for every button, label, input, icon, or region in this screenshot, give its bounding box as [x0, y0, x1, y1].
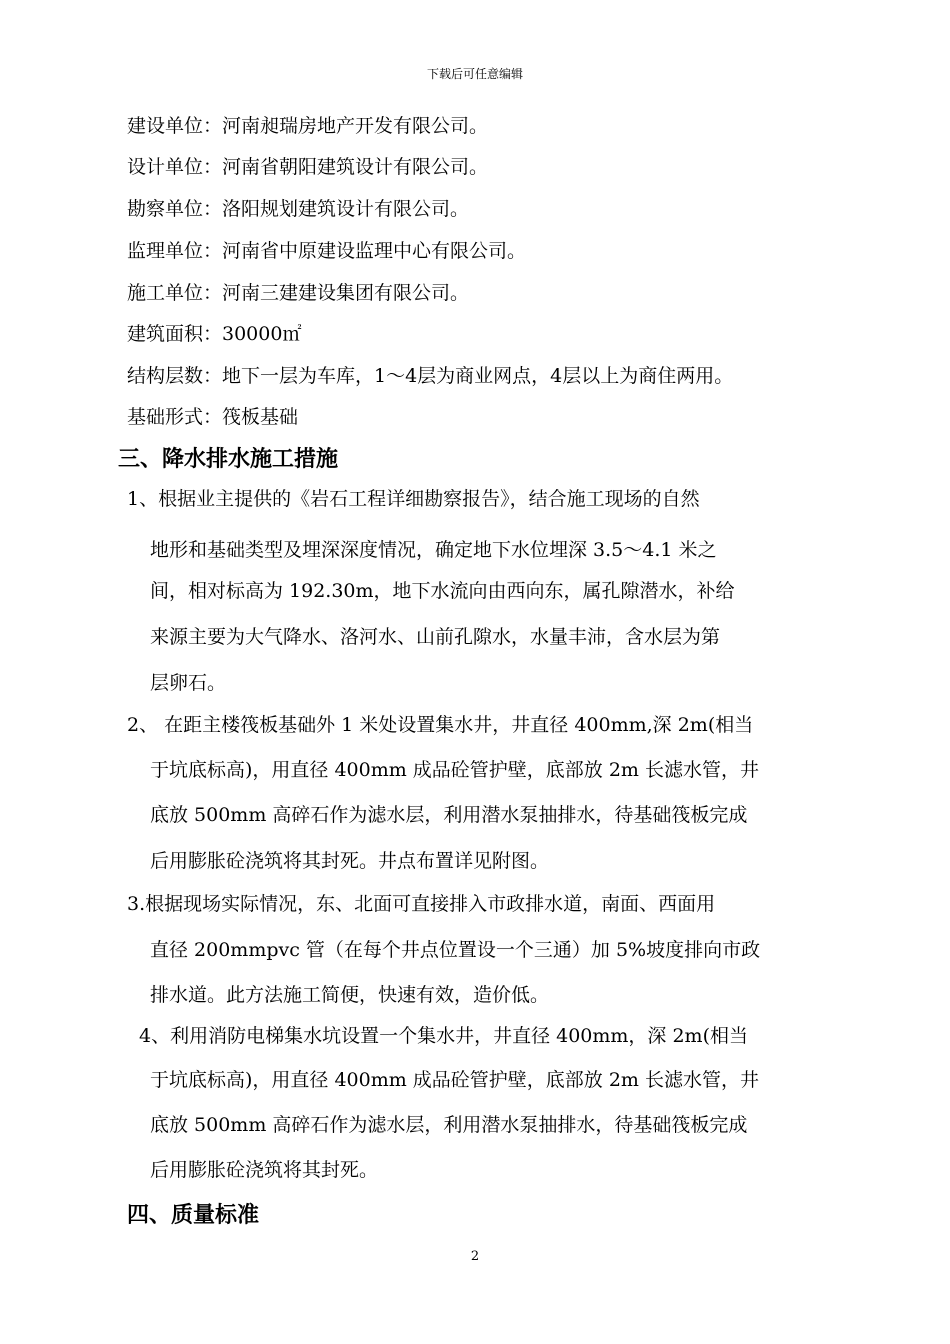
item-4-line-3: 底放 500mm 高碎石作为滤水层，利用潜水泵抽排水，待基础筏板完成 [150, 1114, 748, 1136]
item-2-line-3: 底放 500mm 高碎石作为滤水层，利用潜水泵抽排水，待基础筏板完成 [150, 804, 748, 826]
item-1-line-4: 来源主要为大气降水、洛河水、山前孔隙水，水量丰沛，含水层为第 [150, 626, 721, 648]
item-4-line-2: 于坑底标高)，用直径 400mm 成品砼管护壁，底部放 2m 长滤水管，井 [150, 1069, 759, 1091]
item-1-line-2: 地形和基础类型及埋深深度情况，确定地下水位埋深 3.5～4.1 米之 [150, 539, 717, 561]
info-line-construction-unit: 建设单位：河南昶瑞房地产开发有限公司。 [127, 115, 489, 137]
info-line-survey-unit: 勘察单位：洛阳规划建筑设计有限公司。 [127, 198, 470, 220]
item-1-line-3: 间，相对标高为 192.30m，地下水流向由西向东，属孔隙潜水，补给 [150, 580, 735, 602]
info-line-foundation-type: 基础形式：筏板基础 [127, 406, 299, 428]
item-2-line-1: 2、 在距主楼筏板基础外 1 米处设置集水井，井直径 400mm,深 2m(相当 [127, 714, 754, 736]
item-3-line-2: 直径 200mmpvc 管（在每个井点位置设一个三通）加 5%坡度排向市政 [150, 939, 761, 961]
info-line-supervision-unit: 监理单位：河南省中原建设监理中心有限公司。 [127, 240, 527, 262]
item-3-line-1: 3.根据现场实际情况，东、北面可直接排入市政排水道，南面、西面用 [127, 893, 716, 915]
info-line-contractor: 施工单位：河南三建建设集团有限公司。 [127, 282, 470, 304]
item-4-line-4: 后用膨胀砼浇筑将其封死。 [150, 1159, 379, 1181]
item-1-line-5: 层卵石。 [150, 672, 227, 694]
item-4-line-1: 4、利用消防电梯集水坑设置一个集水井，井直径 400mm，深 2m(相当 [139, 1025, 748, 1047]
item-3-line-3: 排水道。此方法施工简便，快速有效，造价低。 [150, 984, 550, 1006]
header-note: 下载后可任意编辑 [426, 67, 523, 81]
item-1-line-1: 1、根据业主提供的《岩石工程详细勘察报告》，结合施工现场的自然 [127, 488, 700, 510]
section-4-heading: 四、质量标准 [127, 1202, 260, 1228]
info-line-floor-area: 建筑面积：30000㎡ [127, 323, 302, 345]
info-line-structure-floors: 结构层数：地下一层为车库，1～4层为商业网点，4层以上为商住两用。 [127, 365, 734, 387]
item-2-line-4: 后用膨胀砼浇筑将其封死。井点布置详见附图。 [150, 850, 550, 872]
info-line-design-unit: 设计单位：河南省朝阳建筑设计有限公司。 [127, 156, 489, 178]
page-number: 2 [470, 1249, 480, 1264]
section-3-heading: 三、降水排水施工措施 [118, 446, 339, 472]
item-2-line-2: 于坑底标高)，用直径 400mm 成品砼管护壁，底部放 2m 长滤水管，井 [150, 759, 759, 781]
